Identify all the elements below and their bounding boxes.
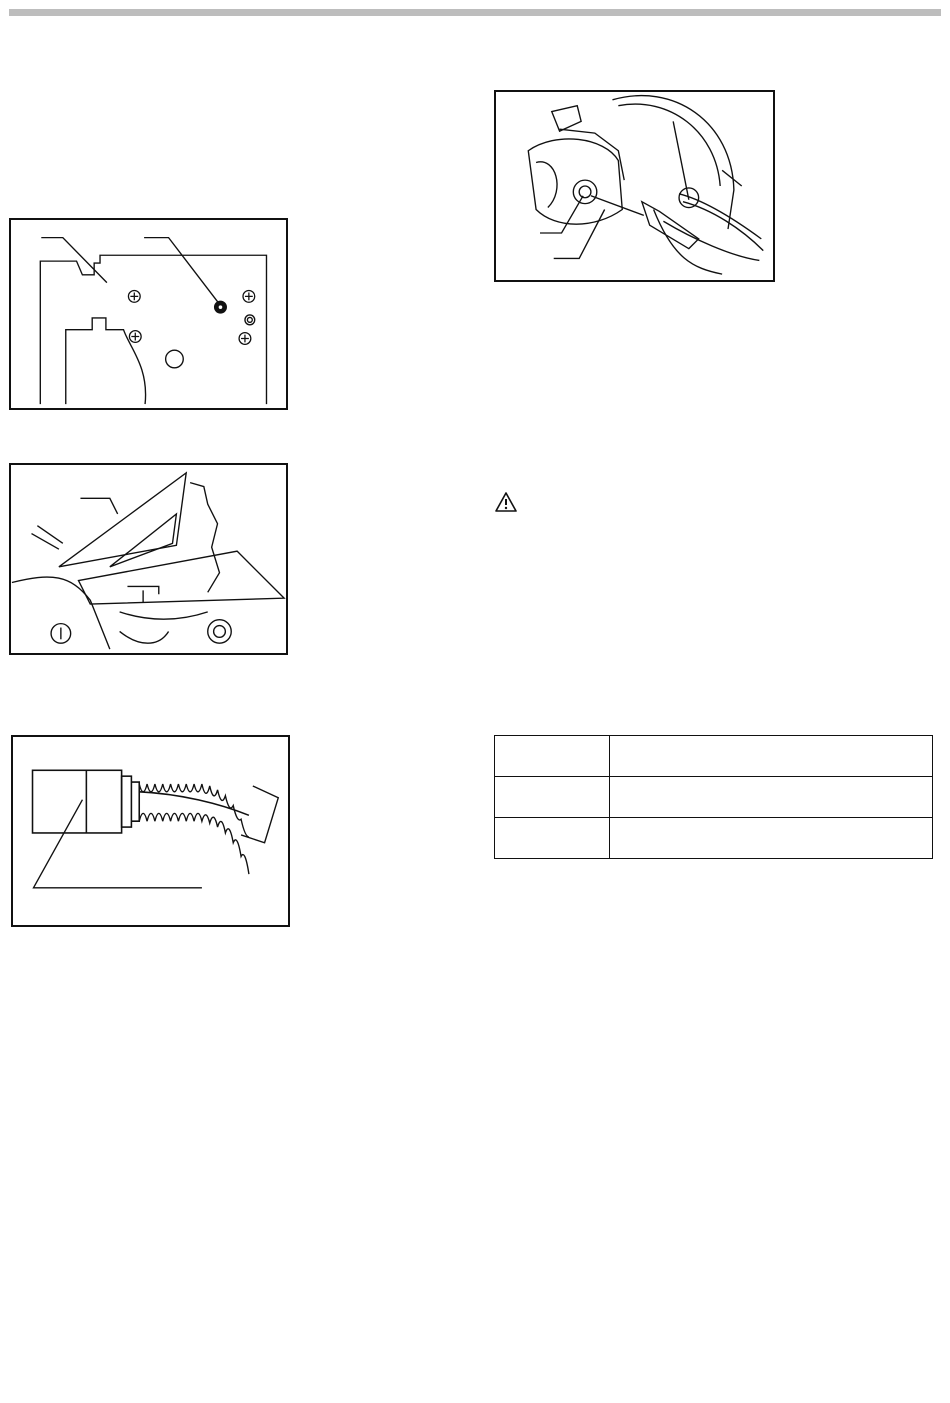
table-row: [495, 777, 933, 818]
warning-triangle-icon: [494, 491, 518, 513]
table-cell: [495, 736, 610, 777]
table-row: [495, 736, 933, 777]
figure-base-plate-screws: [9, 218, 288, 410]
table-cell: [610, 736, 933, 777]
figure-saw-screwdriver: [494, 90, 775, 282]
table-cell: [610, 777, 933, 818]
figure-carbon-brush: [11, 735, 290, 927]
table-cell: [495, 818, 610, 859]
figure-blade-guard-triangle: [9, 463, 288, 655]
base-plate-drawing: [11, 220, 286, 408]
carbon-brush-drawing: [13, 737, 288, 925]
table-row: [495, 818, 933, 859]
header-rule: [9, 9, 941, 16]
table-cell: [610, 818, 933, 859]
blade-guard-drawing: [11, 465, 286, 653]
saw-screwdriver-drawing: [496, 92, 773, 280]
table-cell: [495, 777, 610, 818]
spec-table: [494, 735, 933, 859]
